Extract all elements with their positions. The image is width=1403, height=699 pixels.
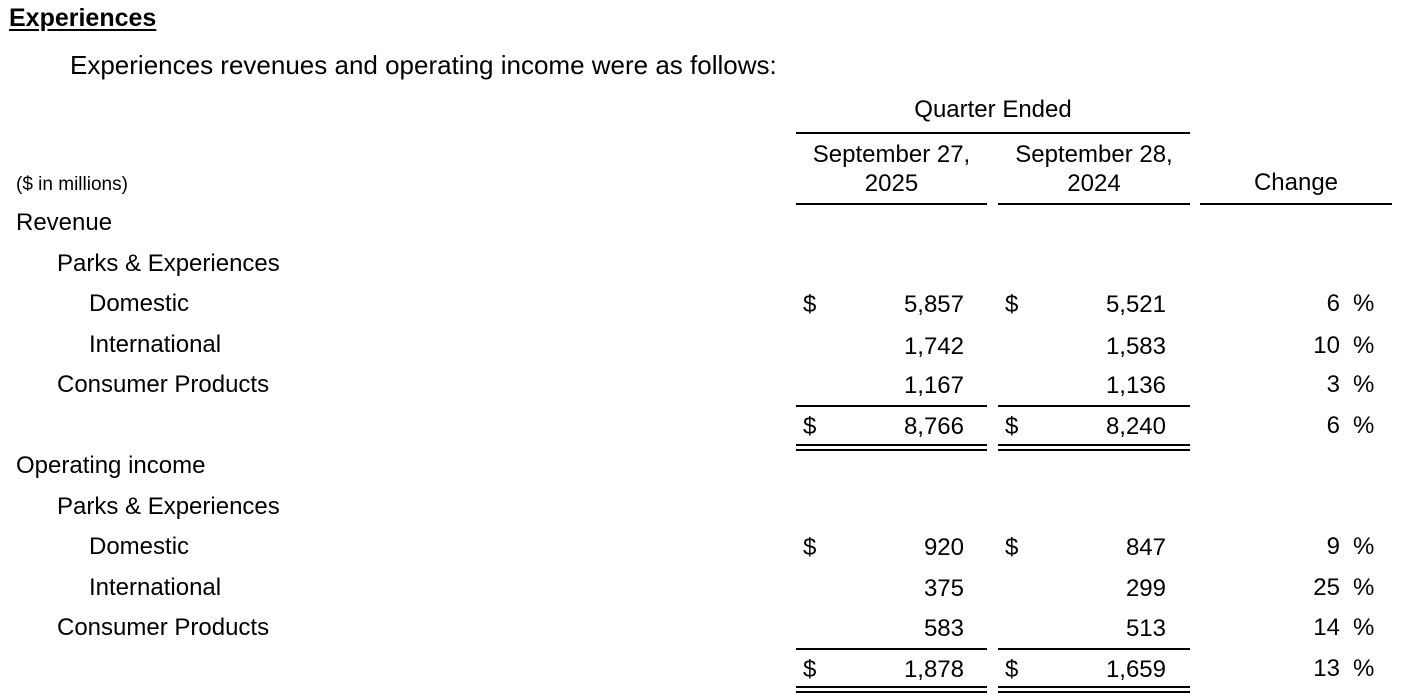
column-header-change: Change xyxy=(1253,169,1339,196)
table-cell-change: 10 xyxy=(1313,332,1340,359)
table-cell-change: 9 xyxy=(1326,533,1340,560)
currency-symbol: $ xyxy=(1005,413,1019,440)
column-header-current xyxy=(796,140,987,198)
percent-symbol: % xyxy=(1353,412,1375,439)
table-row-label: Consumer Products xyxy=(57,371,270,398)
total-change: 6 xyxy=(1326,412,1340,439)
units-label: ($ in millions) xyxy=(16,174,128,195)
table-cell-prior: 1,583 xyxy=(1105,333,1166,360)
table-cell-change: 3 xyxy=(1326,371,1340,398)
total-double-rule-current xyxy=(796,444,987,451)
table-cell-current: 1,167 xyxy=(903,372,964,399)
currency-symbol: $ xyxy=(803,413,817,440)
revenue-label: Revenue xyxy=(16,209,113,236)
total-change: 13 xyxy=(1313,655,1340,682)
table-cell-current: 5,857 xyxy=(903,291,964,318)
subtotal-rule-current xyxy=(796,648,987,650)
period-header-rule xyxy=(796,132,1190,134)
operating-income-label: Operating income xyxy=(16,452,206,479)
header-rule-prior xyxy=(998,203,1190,205)
currency-symbol: $ xyxy=(803,656,817,683)
table-cell-change: 14 xyxy=(1313,614,1340,641)
percent-symbol: % xyxy=(1353,371,1375,398)
table-cell-prior: 1,136 xyxy=(1105,372,1166,399)
header-rule-current xyxy=(796,203,987,205)
column-header-prior-line1: September 28, xyxy=(1015,141,1173,168)
table-cell-current: 375 xyxy=(923,575,964,602)
subtotal-rule-prior xyxy=(998,648,1190,650)
table-cell-prior: 5,521 xyxy=(1105,291,1166,318)
period-header: Quarter Ended xyxy=(914,96,1072,123)
table-cell-current: 1,742 xyxy=(903,333,964,360)
total-prior: 1,659 xyxy=(1105,656,1166,683)
table-cell-change: 6 xyxy=(1326,290,1340,317)
column-header-current-line2: 2025 xyxy=(864,170,919,197)
total-double-rule-current xyxy=(796,686,987,693)
total-current: 1,878 xyxy=(903,656,964,683)
subtotal-rule-current xyxy=(796,405,987,407)
column-header-prior-line2: 2024 xyxy=(1067,170,1121,197)
percent-symbol: % xyxy=(1353,533,1375,560)
column-header-current-line1: September 27, xyxy=(812,141,971,168)
total-current: 8,766 xyxy=(903,413,964,440)
table-cell-change: 25 xyxy=(1313,574,1340,601)
currency-symbol: $ xyxy=(1005,534,1019,561)
currency-symbol: $ xyxy=(803,534,817,561)
table-row-label: Domestic xyxy=(89,533,190,560)
percent-symbol: % xyxy=(1353,655,1375,682)
intro-text: Experiences revenues and operating income were as follows: xyxy=(70,50,777,80)
table-row-label: International xyxy=(89,331,222,358)
table-cell-current: 920 xyxy=(923,534,964,561)
column-header-prior xyxy=(998,140,1190,198)
table-row-label: International xyxy=(89,574,222,601)
header-rule-change xyxy=(1200,203,1392,205)
percent-symbol: % xyxy=(1353,574,1375,601)
percent-symbol: % xyxy=(1353,332,1375,359)
table-row-label: Domestic xyxy=(89,290,190,317)
table-cell-prior: 847 xyxy=(1125,534,1166,561)
operating-income-group-label: Parks & Experiences xyxy=(57,493,280,520)
percent-symbol: % xyxy=(1353,290,1375,317)
table-cell-prior: 513 xyxy=(1125,615,1166,642)
currency-symbol: $ xyxy=(803,291,817,318)
total-prior: 8,240 xyxy=(1105,413,1166,440)
currency-symbol: $ xyxy=(1005,656,1019,683)
table-cell-prior: 299 xyxy=(1125,575,1166,602)
table-row-label: Consumer Products xyxy=(57,614,270,641)
section-heading: Experiences xyxy=(9,4,157,32)
revenue-group-label: Parks & Experiences xyxy=(57,250,280,277)
table-cell-current: 583 xyxy=(923,615,964,642)
currency-symbol: $ xyxy=(1005,291,1019,318)
total-double-rule-prior xyxy=(998,686,1190,693)
percent-symbol: % xyxy=(1353,614,1375,641)
subtotal-rule-prior xyxy=(998,405,1190,407)
total-double-rule-prior xyxy=(998,444,1190,451)
